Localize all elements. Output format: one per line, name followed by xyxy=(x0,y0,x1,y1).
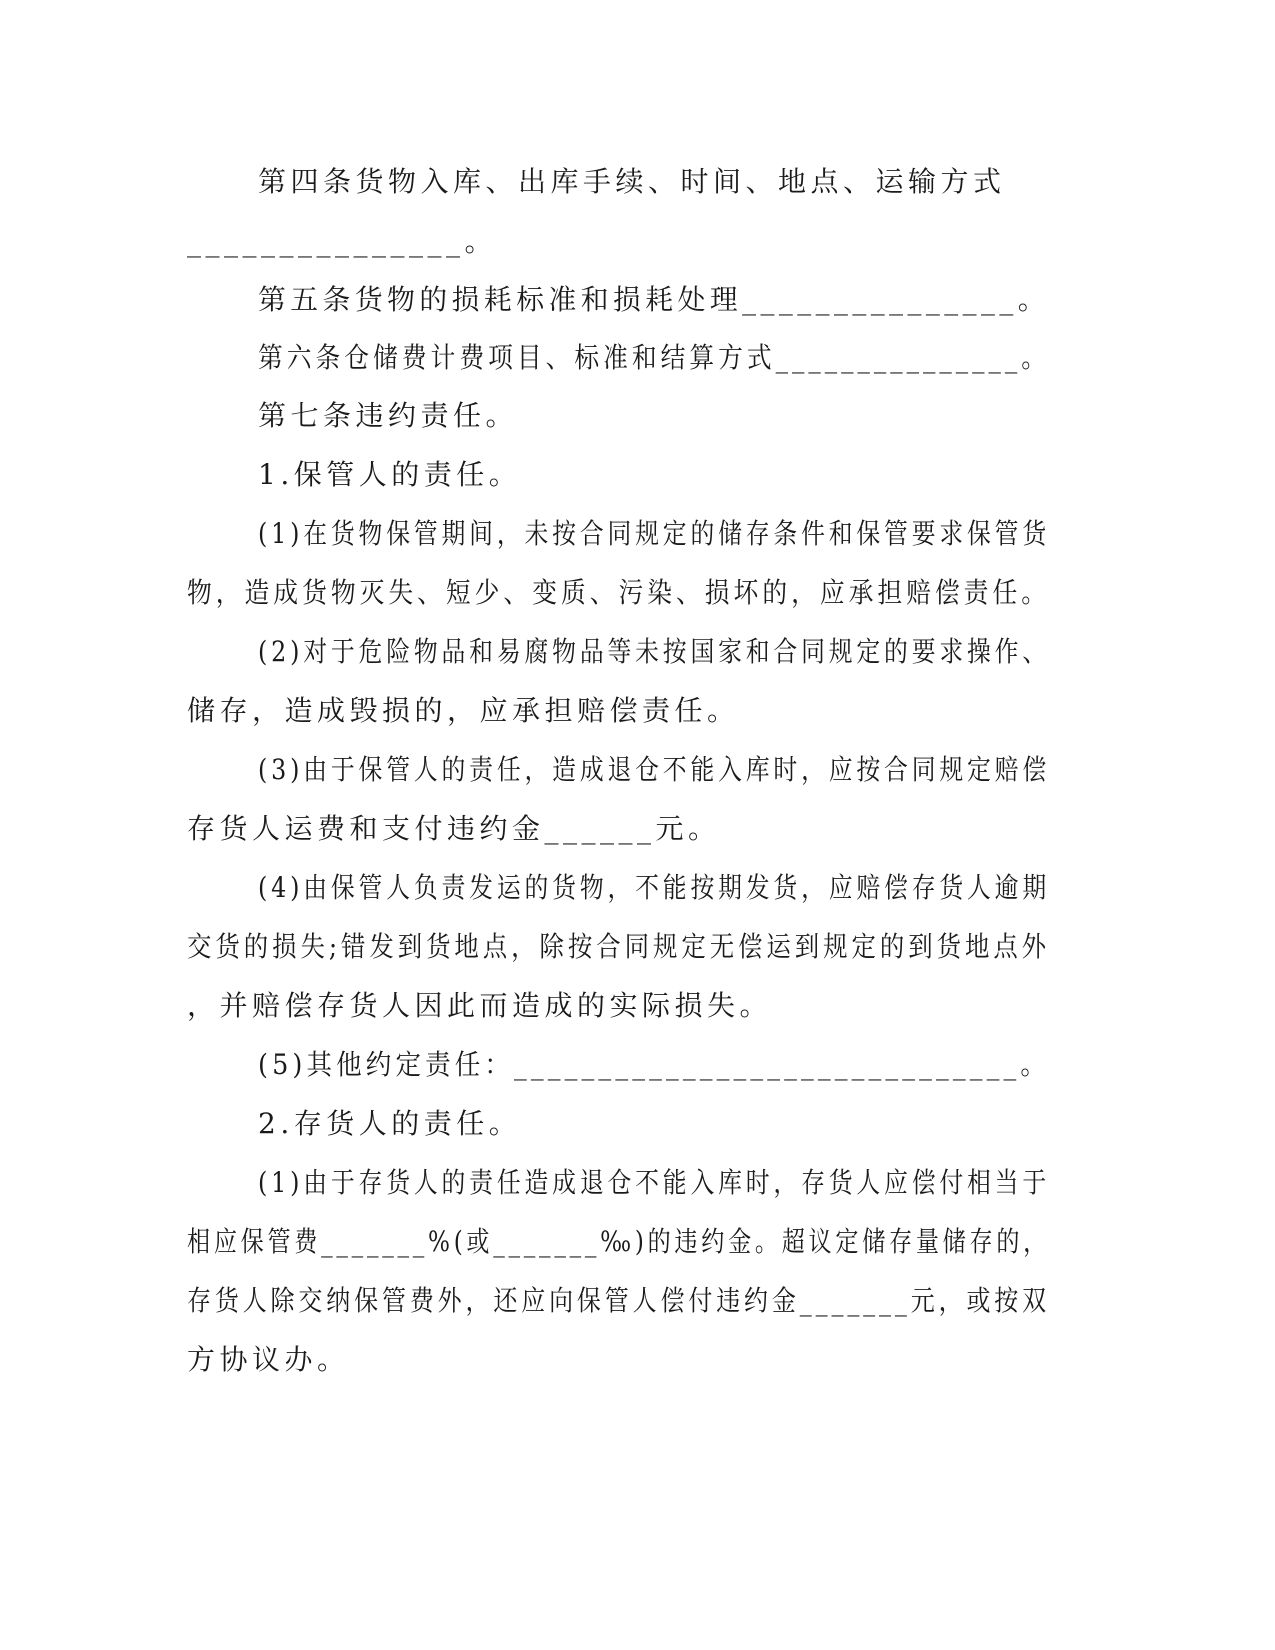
clause-2-1-line-2: 相应保管费_______%(或_______‰)的违约金。超议定储存量储存的， xyxy=(187,1225,1050,1258)
clause-1-1-line-2: 物，造成货物灭失、短少、变质、污染、损坏的，应承担赔偿责任。 xyxy=(187,576,1050,609)
clause-1-4-line-2: 交货的损失;错发到货地点，除按合同规定无偿运到规定的到货地点外 xyxy=(187,930,1051,963)
clause-2-1-line-1: (1)由于存货人的责任造成退仓不能入库时，存货人应偿付相当于 xyxy=(258,1166,1051,1199)
clause-1-4-line-1: (4)由保管人负责发运的货物，不能按期发货，应赔偿存货人逾期 xyxy=(258,871,1051,904)
article-4-line-2: _______________。 xyxy=(187,225,498,258)
clause-1-4-line-3: ，并赔偿存货人因此而造成的实际损失。 xyxy=(187,989,773,1022)
article-4-line-1: 第四条货物入库、出库手续、时间、地点、运输方式 xyxy=(258,165,1006,198)
clause-1-3-line-2: 存货人运费和支付违约金______元。 xyxy=(187,812,721,845)
article-5: 第五条货物的损耗标准和损耗处理_______________。 xyxy=(258,283,1051,316)
clause-1-2-line-1: (2)对于危险物品和易腐物品等未按国家和合同规定的要求操作、 xyxy=(258,635,1051,668)
clause-2-1-line-3: 存货人除交纳保管费外，还应向保管人偿付违约金_______元，或按双 xyxy=(187,1284,1051,1317)
clause-1-1-line-1: (1)在货物保管期间，未按合同规定的储存条件和保管要求保管货 xyxy=(258,517,1051,550)
clause-1-3-line-1: (3)由于保管人的责任，造成退仓不能入库时，应按合同规定赔偿 xyxy=(258,753,1051,786)
clause-1-2-line-2: 储存，造成毁损的，应承担赔偿责任。 xyxy=(187,694,740,727)
article-6: 第六条仓储费计费项目、标准和结算方式_______________。 xyxy=(258,341,1050,374)
clause-2-1-line-4: 方协议办。 xyxy=(187,1343,350,1376)
section-1-heading: 1.保管人的责任。 xyxy=(258,458,522,491)
section-2-heading: 2.存货人的责任。 xyxy=(258,1107,522,1140)
article-7-heading: 第七条违约责任。 xyxy=(258,399,519,432)
clause-1-5: (5)其他约定责任：______________________________。 xyxy=(258,1048,1051,1081)
